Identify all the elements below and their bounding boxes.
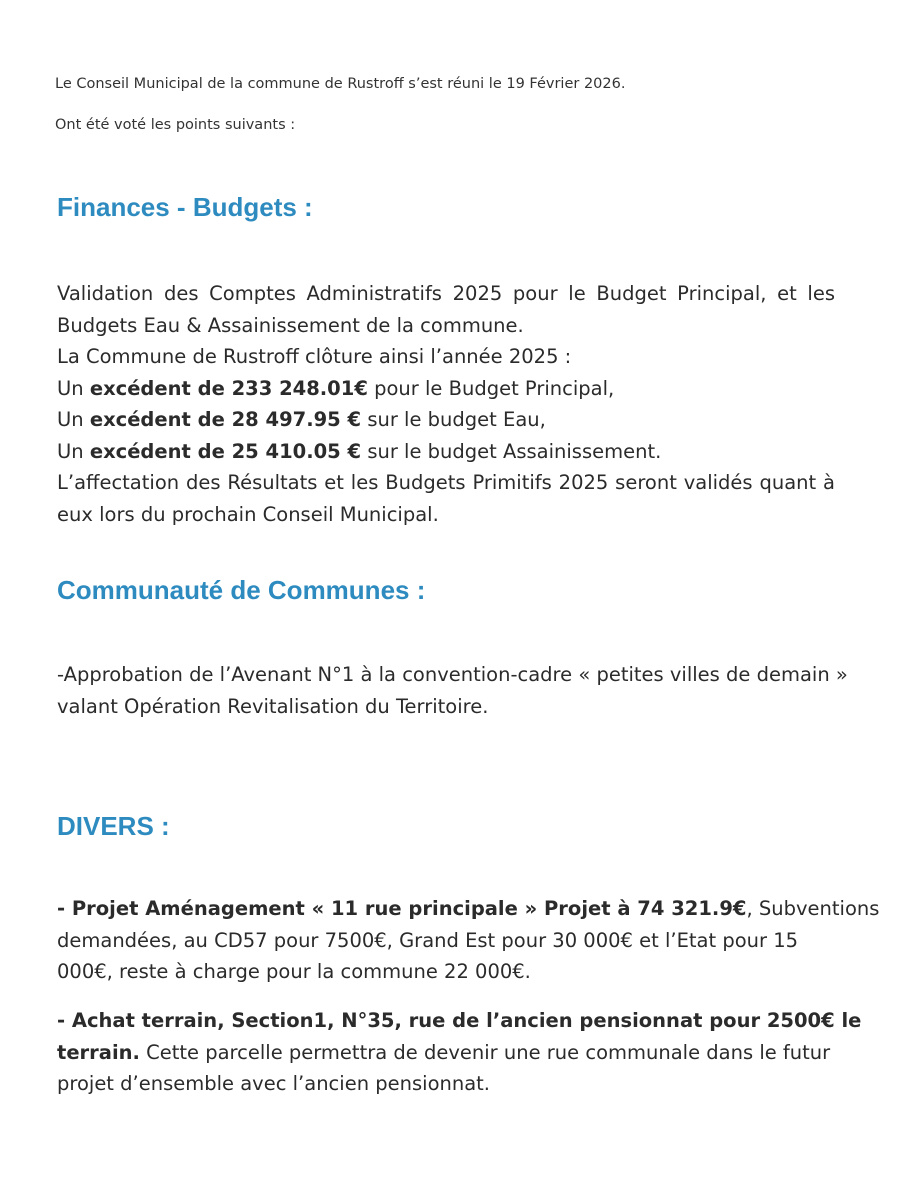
finances-paragraph bbox=[57, 278, 835, 530]
budget-principal-prefix: Un bbox=[57, 376, 90, 400]
divers-item-2 bbox=[57, 1005, 862, 1100]
communaute-line-1: -Approbation de l’Avenant N°1 à la convention-cadre « petites villes de demain » bbox=[57, 663, 848, 686]
intro-line-2: Ont été voté les points suivants : bbox=[55, 117, 296, 133]
finances-line-2: Budgets Eau & Assainissement de la commune. bbox=[57, 313, 524, 337]
divers-item-1-line-1 bbox=[57, 893, 880, 925]
divers-item-1-line-2: demandées, au CD57 pour 7500€, Grand Est pour 30 000€ et l’Etat pour 15 bbox=[57, 928, 799, 952]
finances-line-8: eux lors du prochain Conseil Municipal. bbox=[57, 502, 439, 526]
intro-line-1: Le Conseil Municipal de la commune de Rustroff s’est réuni le 19 Février 2026. bbox=[55, 76, 626, 92]
budget-assainissement-amount: excédent de 25 410.05 € bbox=[89, 439, 362, 463]
budget-assainissement-prefix: Un bbox=[57, 439, 90, 463]
divers-item-1-title: - Projet Aménagement « 11 rue principale » Projet à 74 321.9€ bbox=[57, 897, 747, 920]
budget-eau-suffix: sur le budget Eau, bbox=[361, 408, 546, 431]
communaute-heading: Communauté de Communes : bbox=[57, 575, 426, 605]
budget-principal-line bbox=[57, 373, 835, 405]
finances-heading: Finances - Budgets : bbox=[57, 192, 313, 222]
communaute-line-2: valant Opération Revitalisation du Territoire. bbox=[57, 694, 489, 718]
budget-eau-prefix: Un bbox=[57, 408, 90, 431]
finances-line-3: La Commune de Rustroff clôture ainsi l’année 2025 : bbox=[57, 345, 572, 368]
communaute-paragraph bbox=[57, 659, 848, 722]
budget-eau-amount: excédent de 28 497.95 € bbox=[89, 408, 362, 431]
budget-assainissement-line bbox=[57, 436, 835, 468]
budget-assainissement-suffix: sur le budget Assainissement. bbox=[361, 439, 662, 463]
finances-line-7: L’affectation des Résultats et les Budgets Primitifs 2025 seront validés quant à bbox=[57, 471, 835, 494]
divers-item-2-title-end: terrain. bbox=[57, 1040, 140, 1064]
divers-item-2-line-3: projet d’ensemble avec l’ancien pensionnat. bbox=[57, 1072, 491, 1095]
finances-line-1: Validation des Comptes Administratifs 2025 pour le Budget Principal, et les bbox=[57, 282, 835, 305]
budget-principal-suffix: pour le Budget Principal, bbox=[367, 376, 615, 400]
divers-item-2-rest: Cette parcelle permettra de devenir une rue communale dans le futur bbox=[139, 1040, 831, 1064]
divers-item-2-title: - Achat terrain, Section1, N°35, rue de l’ancien pensionnat pour 2500€ le bbox=[57, 1009, 862, 1032]
divers-item-1-rest: , Subventions bbox=[746, 897, 880, 920]
divers-item-2-line-1 bbox=[57, 1005, 862, 1037]
budget-principal-amount: excédent de 233 248.01€ bbox=[89, 376, 368, 400]
divers-item-2-line-2 bbox=[57, 1037, 835, 1069]
divers-heading: DIVERS : bbox=[57, 811, 170, 841]
divers-item-1 bbox=[57, 893, 880, 988]
budget-eau-line bbox=[57, 404, 835, 436]
divers-item-1-line-3: 000€, reste à charge pour la commune 22 000€. bbox=[57, 960, 531, 983]
